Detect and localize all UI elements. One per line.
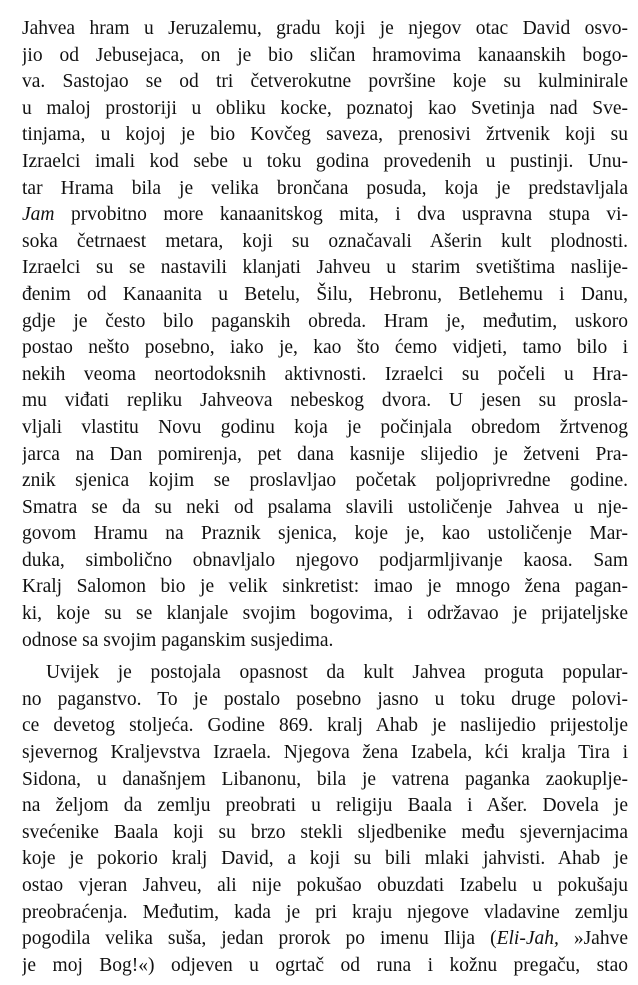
text-line: mu viđati repliku Jahveova nebeskog dvora. U jesen su prosla-: [22, 390, 628, 412]
text-line: Jahvea hram u Jeruzalemu, gradu koji je njegov otac David osvo-: [22, 18, 628, 39]
text-line: sjevernog Kraljevstva Izraela. Njegova žena Izabela, kći kralja Tira i: [22, 742, 628, 764]
text-line: Sidona, u današnjem Libanonu, bila je vatrena paganka zaokuplje-: [22, 768, 628, 790]
text-line: nekih veoma neortodoksnih aktivnosti. Izraelci su počeli u Hra-: [22, 363, 628, 385]
document-page: [22, 16, 628, 979]
text-line: tinjama, u kojoj je bio Kovčeg saveza, prenosivi žrtvenik koji su: [22, 124, 628, 146]
text-line: vljali vlastitu Novu godinu koja je počinjala obredom žrtvenog: [22, 416, 628, 438]
text-line: gdje je često bilo paganskih obreda. Hram je, međutim, uskoro: [22, 310, 628, 332]
text-line: koje je pokorio kralj David, a koji su bili mlaki jahvisti. Ahab je: [22, 848, 628, 870]
text-line: odnose sa svojim paganskim susjedima.: [22, 629, 334, 651]
text-line: Izraelci imali kod sebe u toku godina provedenih u pustinji. Unu-: [22, 150, 628, 172]
text-line: ce devetog stoljeća. Godine 869. kralj Ahab je naslijedio prijestolje: [22, 715, 628, 737]
text-line: na željom da zemlju preobrati u religiju Baala i Ašer. Dovela je: [22, 795, 628, 817]
text-line: jarca na Dan pomirenja, pet dana kasnije slijedio je žetveni Pra-: [22, 443, 628, 465]
text-line: tar Hrama bila je velika brončana posuda, koja je predstavljala: [22, 177, 628, 199]
text-line: [22, 926, 628, 953]
text-line: [22, 202, 628, 229]
text-line: svećenike Baala koji su brzo stekli sljedbenike među sjevernjacima: [22, 821, 628, 843]
text-line: đenim od Kanaanita u Betelu, Šilu, Hebronu, Betlehemu i Danu,: [22, 283, 628, 305]
text-line: govom Hramu na Praznik sjenica, koje je, kao ustoličenje Mar-: [22, 523, 628, 545]
text-line: ki, koje su se klanjale svojim bogovima, i održavao je prijateljske: [22, 603, 628, 625]
text-line: soka četrnaest metara, koji su označavali Ašerin kult plodnosti.: [22, 230, 628, 252]
text-line: Uvijek je postojala opasnost da kult Jahvea proguta popular-: [46, 662, 628, 684]
italic-term-jam: Jam: [22, 204, 55, 226]
text-line: u maloj prostoriji u obliku kocke, poznatoj kao Svetinja nad Sve-: [22, 97, 628, 119]
text-line: ostao vjeran Jahveu, ali nije pokušao obuzdati Izabelu u pokušaju: [22, 875, 628, 896]
paragraph-1: [22, 16, 628, 654]
text-line: je moj Bog!«) odjeven u ogrtač od runa i kožnu pregaču, stao: [22, 954, 628, 976]
text-line: postao nešto posebno, iako je, kao što ćemo vidjeti, tamo bilo i: [22, 337, 628, 359]
text-line: va. Sastojao se od tri četverokutne površine koje su kulminirale: [22, 71, 628, 93]
text-line: Kralj Salomon bio je velik sinkretist: imao je mnogo žena pagan-: [22, 576, 628, 598]
text-line-end: »Jahve: [558, 928, 628, 950]
text-line: Smatra se da su neki od psalama slavili ustoličenje Jahvea u nje-: [22, 496, 628, 518]
paragraph-2: [22, 660, 628, 979]
text-line: Izraelci su se nastavili klanjati Jahveu u starim svetištima naslije-: [22, 257, 628, 279]
text-line: jio od Jebusejaca, on je bio sličan hramovima kanaanskih bogo-: [22, 44, 628, 66]
italic-term-eli-jah: Eli-Jah,: [496, 928, 559, 950]
text-line: preobraćenja. Međutim, kada je pri kraju njegove vladavine zemlju: [22, 901, 628, 923]
text-line-rest: prvobitno more kanaanitskog mita, i dva uspravna stupa vi-: [71, 204, 628, 226]
text-line: znik sjenica kojim se proslavljao početak poljoprivredne godine.: [22, 470, 628, 492]
text-line-start: pogodila velika suša, jedan prorok po imenu Ilija (: [22, 928, 497, 950]
text-line: duka, simbolično obnavljalo njegovo podjarmljivanje kaosa. Sam: [22, 549, 628, 571]
text-line: no paganstvo. To je postalo posebno jasno u toku druge polovi-: [22, 688, 628, 710]
